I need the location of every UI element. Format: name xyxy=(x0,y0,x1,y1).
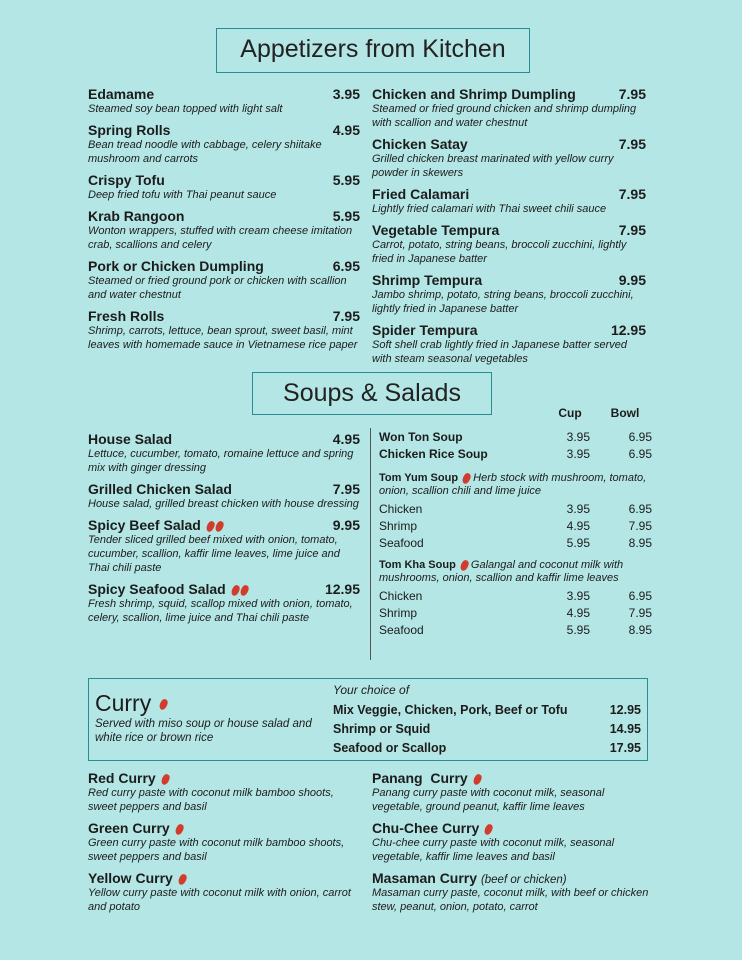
item-name: Spring Rolls xyxy=(88,122,171,138)
menu-item xyxy=(88,431,360,475)
table-row xyxy=(379,587,652,604)
item-price: 4.95 xyxy=(332,122,360,138)
item-name: Krab Rangoon xyxy=(88,208,185,224)
item-price: 9.95 xyxy=(618,272,646,288)
item-name xyxy=(88,820,358,836)
item-name-text: Yellow Curry xyxy=(88,870,173,886)
item-name xyxy=(372,770,650,786)
menu-item xyxy=(88,770,358,814)
item-name xyxy=(88,770,358,786)
table-row xyxy=(379,500,652,517)
item-price: 7.95 xyxy=(332,481,360,497)
bowl-price: 7.95 xyxy=(628,518,652,533)
item-price: 12.95 xyxy=(324,581,360,597)
chili-icon xyxy=(158,698,169,711)
salads-column xyxy=(88,431,360,631)
soup-name: Tom Yum Soup xyxy=(379,472,459,484)
cup-price: 3.95 xyxy=(566,446,590,461)
table-row xyxy=(379,445,652,462)
item-name: Chicken and Shrimp Dumpling xyxy=(372,86,576,102)
menu-item xyxy=(372,870,650,914)
chili-icon xyxy=(177,873,188,886)
chili-icon xyxy=(459,559,470,572)
item-description: Steamed or fried ground pork or chicken with scallion and water chestnut xyxy=(88,275,347,301)
item-name xyxy=(88,517,223,533)
cup-price: 4.95 xyxy=(566,605,590,620)
protein-name: Shrimp xyxy=(379,605,418,620)
menu-item xyxy=(88,122,360,166)
chili-icon xyxy=(160,773,171,786)
chili-icon xyxy=(214,520,225,533)
item-price: 7.95 xyxy=(618,222,646,238)
menu-item xyxy=(372,770,650,814)
item-name xyxy=(372,870,650,886)
tom-yum-description xyxy=(379,472,652,498)
item-description: Fresh shrimp, squid, scallop mixed with onion, tomato, celery, scallion, lime juice and Thai chili paste xyxy=(88,598,353,624)
item-description: Deep fried tofu with Thai peanut sauce xyxy=(88,189,277,201)
menu-item xyxy=(372,222,646,266)
cup-price: 3.95 xyxy=(566,588,590,603)
protein-name: Chicken xyxy=(379,501,423,516)
item-name: Grilled Chicken Salad xyxy=(88,481,232,497)
tom-kha-description xyxy=(379,559,652,585)
bowl-price: 8.95 xyxy=(628,622,652,637)
item-price: 7.95 xyxy=(618,86,646,102)
item-price: 7.95 xyxy=(332,308,360,324)
cup-label: Cup xyxy=(558,406,582,420)
soup-description: Herb stock with mushroom, tomato, onion, scallion chili and lime juice xyxy=(379,472,647,497)
menu-item xyxy=(88,258,360,302)
curry-heading xyxy=(95,689,325,745)
item-name: Spider Tempura xyxy=(372,322,478,338)
menu-item xyxy=(372,86,646,130)
item-name-text: Red Curry xyxy=(88,770,156,786)
curry-option xyxy=(333,719,641,738)
item-description: Wonton wrappers, stuffed with cream cheese imitation crab, scallions and celery xyxy=(88,225,353,251)
item-description: Soft shell crab lightly fried in Japanese batter served with steam seasonal vegetables xyxy=(372,339,627,365)
item-description: Lettuce, cucumber, tomato, romaine lettuce and spring mix with ginger dressing xyxy=(88,448,354,474)
curry-box xyxy=(88,678,648,761)
table-row xyxy=(379,517,652,534)
menu-item xyxy=(88,86,360,116)
table-row xyxy=(379,534,652,551)
menu-item xyxy=(88,820,358,864)
bowl-price: 6.95 xyxy=(628,446,652,461)
menu-item xyxy=(88,581,360,625)
menu-item xyxy=(88,208,360,252)
table-row xyxy=(379,604,652,621)
item-name: House Salad xyxy=(88,431,173,447)
item-price: 5.95 xyxy=(332,208,360,224)
item-description: Lightly fried calamari with Thai sweet chili sauce xyxy=(372,203,607,215)
item-name-text: Masaman Curry xyxy=(372,870,478,886)
menu-item xyxy=(88,481,360,511)
cup-price: 5.95 xyxy=(566,535,590,550)
item-description: Masaman curry paste, coconut milk, with beef or chicken stew, peanut, onion, potato, carrot xyxy=(372,887,649,913)
bowl-label: Bowl xyxy=(610,406,640,420)
chili-icon xyxy=(230,584,241,597)
bowl-price: 7.95 xyxy=(628,605,652,620)
menu-item xyxy=(372,136,646,180)
item-name: Crispy Tofu xyxy=(88,172,165,188)
chili-icon xyxy=(239,584,250,597)
item-price: 7.95 xyxy=(618,136,646,152)
item-price: 5.95 xyxy=(332,172,360,188)
protein-name: Shrimp xyxy=(379,518,418,533)
item-name-text: Panang Curry xyxy=(372,770,468,786)
item-description: Chu-chee curry paste with coconut milk, seasonal vegetable, kaffir lime leaves and basil xyxy=(372,837,615,863)
soup-description: Galangal and coconut milk with mushrooms, onion, scallion and kaffir lime leaves xyxy=(379,559,624,584)
menu-item xyxy=(372,272,646,316)
cup-price: 4.95 xyxy=(566,518,590,533)
item-price: 9.95 xyxy=(332,517,360,533)
chili-icon xyxy=(483,823,494,836)
menu-item xyxy=(88,308,360,352)
item-name: Fresh Rolls xyxy=(88,308,165,324)
item-name-text: Spicy Beef Salad xyxy=(88,517,201,533)
curry-description: Served with miso soup or house salad and white rice or brown rice xyxy=(95,718,312,744)
cup-price: 3.95 xyxy=(566,429,590,444)
menu-item xyxy=(88,870,358,914)
item-description: Bean tread noodle with cabbage, celery shiitake mushroom and carrots xyxy=(88,139,322,165)
item-name-text: Green Curry xyxy=(88,820,170,836)
item-description: Shrimp, carrots, lettuce, bean sprout, sweet basil, mint leaves with homemade sauce in Vietnamese rice paper xyxy=(88,325,358,351)
item-price: 3.95 xyxy=(332,86,360,102)
soups-salads-title: Soups & Salads xyxy=(252,372,492,415)
appetizers-title: Appetizers from Kitchen xyxy=(216,28,530,73)
table-row xyxy=(379,621,652,638)
soup-table xyxy=(379,428,652,638)
bowl-price: 6.95 xyxy=(628,588,652,603)
item-description: Carrot, potato, string beans, broccoli zucchini, lightly fried in Japanese batter xyxy=(372,239,627,265)
item-name: Vegetable Tempura xyxy=(372,222,500,238)
curry-title-text: Curry xyxy=(95,690,152,716)
appetizers-left-column xyxy=(88,86,360,358)
menu-item xyxy=(88,172,360,202)
item-price: 6.95 xyxy=(332,258,360,274)
item-description: Jambo shrimp, potato, string beans, broccoli zucchini, lightly fried in Japanese batter xyxy=(372,289,634,315)
soup-name: Won Ton Soup xyxy=(379,429,463,444)
item-description: Grilled chicken breast marinated with yellow curry powder in skewers xyxy=(372,153,614,179)
item-note: (beef or chicken) xyxy=(480,874,567,886)
item-name: Chicken Satay xyxy=(372,136,468,152)
cup-price: 3.95 xyxy=(566,501,590,516)
protein-name: Chicken xyxy=(379,588,423,603)
cup-price: 5.95 xyxy=(566,622,590,637)
item-name: Shrimp Tempura xyxy=(372,272,483,288)
curry-options xyxy=(333,683,641,757)
option-price: 17.95 xyxy=(609,740,641,755)
curry-left-column xyxy=(88,770,358,920)
item-description: Green curry paste with coconut milk bamboo shoots, sweet peppers and basil xyxy=(88,837,345,863)
item-name-text: Spicy Seafood Salad xyxy=(88,581,226,597)
item-description: Red curry paste with coconut milk bamboo shoots, sweet peppers and basil xyxy=(88,787,334,813)
curry-title xyxy=(95,689,325,717)
item-price: 4.95 xyxy=(332,431,360,447)
item-price: 12.95 xyxy=(610,322,646,338)
protein-name: Seafood xyxy=(379,535,424,550)
chili-icon xyxy=(461,472,472,485)
bowl-price: 8.95 xyxy=(628,535,652,550)
item-name-text: Chu-Chee Curry xyxy=(372,820,480,836)
menu-item xyxy=(372,186,646,216)
item-name xyxy=(88,581,248,597)
curry-option xyxy=(333,700,641,719)
soup-name: Chicken Rice Soup xyxy=(379,446,488,461)
appetizers-right-column xyxy=(372,86,646,372)
item-name xyxy=(88,870,358,886)
item-name: Pork or Chicken Dumpling xyxy=(88,258,264,274)
protein-name: Seafood xyxy=(379,622,424,637)
menu-item xyxy=(88,517,360,575)
item-description: Steamed soy bean topped with light salt xyxy=(88,103,283,115)
curry-choice-label: Your choice of xyxy=(333,683,410,697)
chili-icon xyxy=(205,520,216,533)
bowl-price: 6.95 xyxy=(628,501,652,516)
item-description: Panang curry paste with coconut milk, seasonal vegetable, ground peanut, kaffir lime leaves xyxy=(372,787,605,813)
item-description: Tender sliced grilled beef mixed with onion, tomato, cucumber, scallion, kaffir lime leaves, lime juice and Thai chili paste xyxy=(88,534,340,574)
option-price: 14.95 xyxy=(609,721,641,736)
item-name xyxy=(372,820,650,836)
soup-name: Tom Kha Soup xyxy=(379,559,456,571)
chili-icon xyxy=(472,773,483,786)
item-description: Yellow curry paste with coconut milk with onion, carrot and potato xyxy=(88,887,351,913)
curry-option xyxy=(333,738,641,757)
item-name: Fried Calamari xyxy=(372,186,470,202)
option-label: Seafood or Scallop xyxy=(333,740,447,755)
soups-column xyxy=(370,428,652,660)
item-price: 7.95 xyxy=(618,186,646,202)
table-row xyxy=(379,428,652,445)
bowl-price: 6.95 xyxy=(628,429,652,444)
menu-item xyxy=(372,322,646,366)
item-description: Steamed or fried ground chicken and shrimp dumpling with scallion and water chestnut xyxy=(372,103,637,129)
option-label: Mix Veggie, Chicken, Pork, Beef or Tofu xyxy=(333,702,568,717)
item-description: House salad, grilled breast chicken with house dressing xyxy=(88,498,359,510)
option-label: Shrimp or Squid xyxy=(333,721,431,736)
menu-item xyxy=(372,820,650,864)
curry-right-column xyxy=(372,770,650,920)
chili-icon xyxy=(174,823,185,836)
option-price: 12.95 xyxy=(609,702,641,717)
cup-bowl-header xyxy=(545,406,655,420)
item-name: Edamame xyxy=(88,86,155,102)
